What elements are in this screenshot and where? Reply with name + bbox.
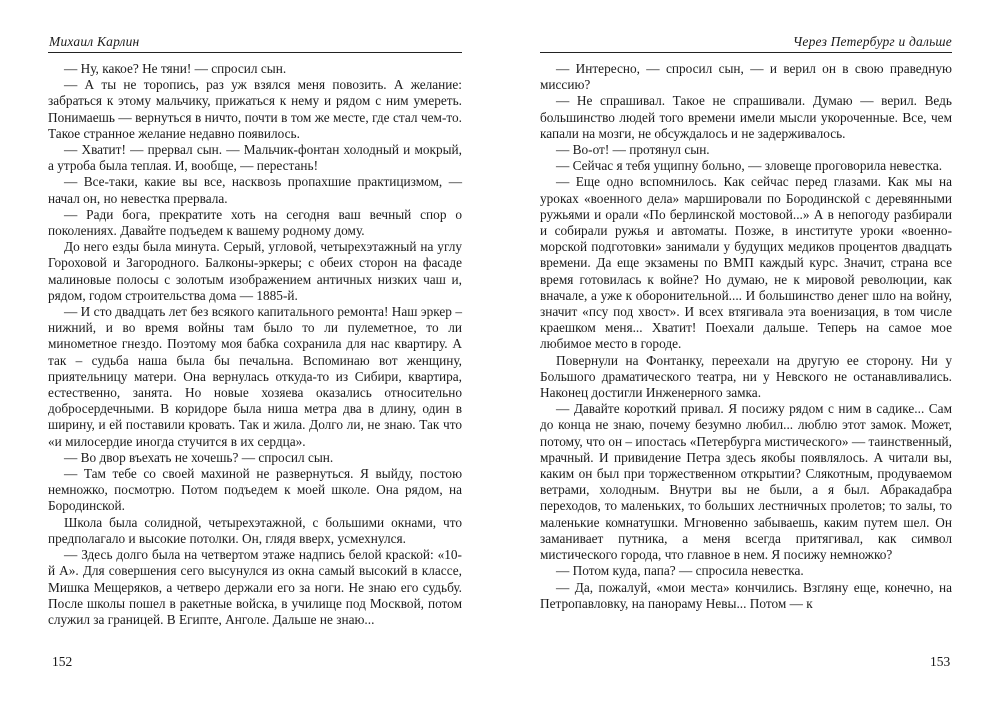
header-rule xyxy=(540,52,952,53)
right-page xyxy=(500,0,1000,707)
paragraph: — Здесь долго была на четвертом этаже надпись белой краской: «10-й А». Для совершения сего высунулся из окна самый высокий в классе, Мишка Мещеряков, а четверо держали его за ноги. Не знаю его судьбу. После школы пошел в ракетные войска, в училище под Москвой, потом служил за границей. В Египте, Анголе. Дальше не знаю... xyxy=(48,547,462,627)
header-rule xyxy=(48,52,462,53)
paragraph: — Все-таки, какие вы все, насквозь пропахшие практицизмом, — начал он, но невестка прервала. xyxy=(48,174,462,206)
paragraph: — Ради бога, прекратите хоть на сегодня ваш вечный спор о поколениях. Давайте подъедем к вашему родному дому. xyxy=(48,206,462,239)
paragraph: — Давайте короткий привал. Я посижу рядом с ним в садике... Сам до конца не знаю, почему безумно любил... люблю этот замок. Может, потому, что он – ипостась «Петербурга мистического» — таинственный, мрачный. И привидение Петра здесь якобы появлялось. А читали вы, каким он был при торжественном открытии? Слякотным, продуваемом ветрами, холодным. Внутри вы не были, а я был. Абракадабра переходов, то маленьких, то больших лестничных пролетов; то залы, то маленькие комнатушки. Мгновенно забываешь, каким путем шел. Он заманивает путника, а меня всегда притягивал, как символ мистического города, что главное в нем. Я посижу немножко? xyxy=(540,401,952,563)
paragraph: Школа была солидной, четырехэтажной, с большими окнами, что предполагало и высокие потолки. Он, глядя вверх, усмехнулся. xyxy=(48,514,462,546)
paragraph: — Хватит! — прервал сын. — Мальчик-фонтан холодный и мокрый, а утроба была теплая. И, вообще, — перестань! xyxy=(48,142,462,174)
running-head: Михаил Карлин xyxy=(49,34,140,49)
paragraph: — Сейчас я тебя ущипну больно, — зловеще проговорила невестка. xyxy=(556,158,943,174)
paragraph: — И сто двадцать лет без всякого капитального ремонта! Наш эркер – нижний, и во время войны там было то ли пулеметное, то ли минометное гнездо. Поэтому моя бабка сохранила для нас квартиру. А так – судьба наша была бы печальна. Вспоминаю вот женщину, приятельницу матери. Она вернулась откуда-то из Сибири, квартира, естественно, занята. Но новые хозяева оказались относительно добросердечными. В коридоре была ниша метра два в длину, один в ширину, и ей поставили кровать. Так и жила. Долго ли, не знаю. Так что «и милосердие иногда стучится в их сердца». xyxy=(48,304,462,449)
paragraph: — Ну, какое? Не тяни! — спросил сын. xyxy=(64,61,287,76)
paragraph: Повернули на Фонтанку, переехали на другую ее сторону. Ни у Большого драматического театра, ни у Невского не останавливались. Наконец достигли Инженерного замка. xyxy=(540,352,952,401)
paragraph: — Во-от! — протянул сын. xyxy=(556,142,710,158)
paragraph: — Во двор въехать не хочешь? — спросил сын. xyxy=(64,449,334,465)
paragraph: — Еще одно вспомнилось. Как сейчас перед глазами. Как мы на уроках «военного дела» маршировали по Бородинской с деревянными ружьями и орали «По берлинской мостовой...» А в непогоду разбирали и собирали ружья и автоматы. Позже, в институте уроки «военно-морской подготовки» занимали у будущих медиков процентов двадцать времени. Да еще экзамены по ВМП каждый курс. Значит, страна все время готовилась к войне? Но думаю, не к мировой революции, как вначале, а уже к оборонительной.... И большинство денег шло на войну, значит «псу под хвост». И всех втягивала эта военизация, в том числе краешком меня... Хватит! Поехали дальше. Теперь на самое мое любимое место в городе. xyxy=(540,174,952,352)
page-number: 153 xyxy=(930,654,951,669)
page-number: 152 xyxy=(52,654,73,669)
paragraph: — Да, пожалуй, «мои места» кончились. Взгляну еще, конечно, на Петропавловку, на панораму Невы... Потом — к xyxy=(540,579,952,611)
page-body xyxy=(48,61,462,628)
paragraph: — Интересно, — спросил сын, — и верил он в свою праведную миссию? xyxy=(540,61,952,93)
paragraph: — А ты не торопись, раз уж взялся меня повозить. А желание: забраться к этому мальчику, прижаться к нему и рядом с ним умереть. Понимаешь — вернуться в ничто, почти в том же месте, где стал чем-то. Такое странное желание недавно появилось. xyxy=(48,77,462,141)
paragraph: — Там тебе со своей махиной не развернуться. Я выйду, постою немножко, посмотрю. Потом подъедем к моей школе. Она рядом, на Бородинской. xyxy=(48,466,462,514)
paragraph: — Потом куда, папа? — спросила невестка. xyxy=(556,563,804,579)
running-head: Через Петербург и дальше xyxy=(792,34,952,49)
paragraph: — Не спрашивал. Такое не спрашивали. Думаю — верил. Ведь большинство людей того времени имели мысли укороченные. Все, чем капали на мозги, не обсуждалось и не задерживалось. xyxy=(540,93,952,141)
paragraph: До него езды была минута. Серый, угловой, четырехэтажный на углу Гороховой и Загородного. Балконы-эркеры; с обеих сторон на фасаде малиновые полосы с золотым изображением античных низких чаш и, рядом, годом строительства дома — 1885-й. xyxy=(48,239,462,303)
page-body xyxy=(540,61,952,612)
